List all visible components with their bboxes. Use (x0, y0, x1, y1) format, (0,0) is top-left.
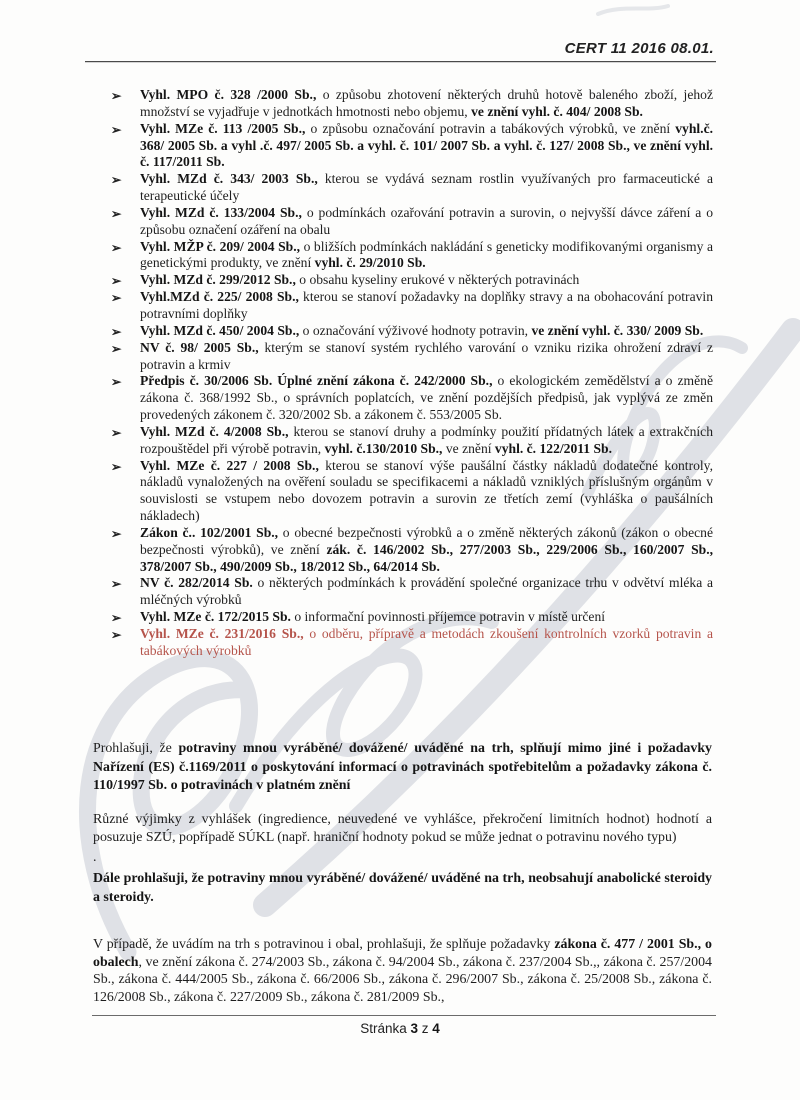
text-segment: kterou se stanoví druhy a podmínky použití přídatných látek a extrakčních rozpouštědel při výrobě potravin, (140, 423, 714, 456)
text-segment: o bližších podmínkách nakládání s geneticky modifikovanými organismy a genetickými produkty, ve znění (140, 238, 714, 271)
text-segment: o odběru, přípravě a metodách zkoušení kontrolních vzorků potravin a tabákových výrobků (140, 626, 713, 658)
text-segment: Vyhl. MZe č. 172/2015 Sb. (140, 609, 291, 625)
text-segment: V případě, že uvádím na trh s potravinou i obal, prohlašuji, že splňuje požadavky (93, 937, 555, 953)
arrowhead-right-icon: ➢ (111, 526, 122, 541)
regulation-list-item (93, 289, 713, 323)
declaration-paragraph (93, 740, 712, 796)
text-segment: o obecné bezpečnosti výrobků a o změně některých zákonů (zákon o obecné bezpečnosti výrobků), ve znění (140, 524, 713, 557)
text-segment: Vyhl. MZd č. 299/2012 Sb., (140, 272, 296, 288)
text-segment: Stránka (360, 1021, 411, 1036)
text-segment: o způsobu označování potravin a tabákových výrobků, ve znění (305, 120, 676, 136)
text-segment: Různé výjimky z vyhlášek (ingredience, neuvedené ve vyhlášce, překročení limitních hodnot) hodnotí a posuzuje SZÚ, popřípadě SÚKL (např. hraniční hodnoty pokud se může jednat o potravinu nového typu) (93, 811, 712, 846)
regulation-list-item (93, 239, 713, 273)
regulation-list-item (93, 323, 713, 340)
arrowhead-right-icon: ➢ (111, 274, 122, 289)
regulation-list-item (93, 424, 713, 458)
text-segment: 4 (432, 1021, 440, 1036)
arrowhead-right-icon: ➢ (111, 577, 122, 592)
text-segment: kterým se stanoví systém rychlého varování o vzniku rizika ohrožení zdraví z potravin a krmiv (140, 339, 713, 372)
text-segment: kterou se stanoví požadavky na doplňky stravy a na obohacování potravin potravními doplňky (140, 289, 713, 321)
text-segment: zák. č. 146/2002 Sb., 277/2003 Sb., 229/2006 Sb., 160/2007 Sb., 378/2007 Sb., 490/2009 Sb., 18/2012 Sb., 64/2014 Sb. (140, 541, 713, 574)
arrowhead-right-icon: ➢ (111, 341, 122, 356)
regulation-list-item (93, 626, 713, 660)
text-segment: NV č. 98/ 2005 Sb., (140, 339, 259, 355)
arrowhead-right-icon: ➢ (111, 173, 122, 188)
regulation-list-item (93, 171, 713, 205)
text-segment: Vyhl. MZe č. 231/2016 Sb., (140, 626, 304, 641)
arrowhead-right-icon: ➢ (111, 291, 122, 306)
arrowhead-right-icon: ➢ (111, 240, 122, 255)
text-segment: , ve znění zákona č. 274/2003 Sb., zákona č. 94/2004 Sb., zákona č. 237/2004 Sb.,, zákona č. 257/2004 Sb., zákona č. 444/2005 Sb., zákona č. 66/2006 Sb., zákona č. 296/2007 Sb., zákona č. 25/2008 Sb., zákona č. 126/2008 Sb., zákona č. 227/2009 Sb., zákona č. 281/2009 Sb., (93, 954, 712, 1005)
regulation-list-item (93, 205, 713, 239)
text-segment: o způsobu zhotovení některých druhů hotově baleného zboží, jehož množství se vyjadřuje v jednotkách hmotnosti nebo objemu, (140, 87, 713, 119)
text-segment: Vyhl. MZe č. 227 / 2008 Sb., (140, 457, 319, 473)
declaration-paragraph (93, 936, 712, 1006)
text-segment: 3 (410, 1021, 418, 1036)
arrowhead-right-icon: ➢ (111, 89, 122, 103)
text-segment: o obsahu kyseliny erukové v některých potravinách (295, 272, 580, 288)
text-segment: ve znění vyhl. č. 330/ 2009 Sb. (531, 322, 704, 338)
header-rule (85, 61, 716, 62)
page-number-footer (0, 1021, 800, 1036)
arrowhead-right-icon: ➢ (111, 206, 122, 221)
regulation-list-item (93, 340, 713, 374)
text-segment: . (93, 849, 97, 865)
text-segment: vyhl. č. 122/2011 Sb. (494, 440, 613, 456)
text-segment: Vyhl. MPO č. 328 /2000 Sb., (140, 87, 317, 102)
arrowhead-right-icon: ➢ (111, 611, 122, 626)
text-segment: Vyhl. MZd č. 450/ 2004 Sb., (140, 322, 300, 338)
text-segment: o označování výživové hodnoty potravin, (299, 322, 532, 338)
text-segment: o podmínkách ozařování potravin a surovin, o nejvyšší dávce záření a o způsobu označení ozáření na obalu (140, 204, 713, 237)
text-segment: ve znění vyhl. č. 404/ 2008 Sb. (471, 103, 643, 119)
text-segment: ve znění (442, 440, 495, 456)
arrowhead-right-icon: ➢ (111, 628, 122, 642)
arrowhead-right-icon: ➢ (111, 122, 122, 137)
regulation-list-item (93, 272, 713, 289)
footer-rule (92, 1015, 716, 1016)
text-segment: Vyhl.MZd č. 225/ 2008 Sb., (140, 289, 299, 305)
text-segment: Prohlašuji, že (93, 741, 179, 756)
text-segment: kterou se vydává seznam rostlin využívaných pro farmaceutické a terapeutické účely (140, 171, 713, 204)
text-segment: Předpis č. 30/2006 Sb. Úplné znění zákona č. 242/2000 Sb., (140, 373, 493, 389)
text-segment: Zákon č.. 102/2001 Sb., (140, 524, 279, 540)
text-segment: zákona č. 477 / 2001 Sb., o obalech (93, 937, 712, 970)
text-segment: o ekologickém zemědělství a o změně zákona č. 368/1992 Sb., o správních poplatcích, ve znění pozdějších předpisů, jak vyplývá ze změn provedených zákonem č. 320/2002 Sb. a zákonem č. 553/2005 Sb. (140, 373, 713, 423)
regulation-list-item (93, 87, 713, 121)
text-segment: kterou se stanoví výše paušální částky nákladů dodatečné kontroly, nákladů vynaložených na ověření souladu se specifikacemi a nákladů vzniklých příslušným orgánům v souvislosti se vstupem nebo dovozem potravin a surovin ze třetích zemí (vyhláška o paušálních nákladech) (140, 457, 713, 524)
regulation-list-item (93, 575, 713, 609)
regulation-list (93, 87, 713, 660)
regulation-list-item (93, 373, 713, 424)
text-segment: Vyhl. MZd č. 343/ 2003 Sb., (140, 171, 318, 187)
text-segment: o informační povinnosti příjemce potravin v místě určení (290, 609, 606, 625)
document-code: CERT 11 2016 08.01. (564, 40, 714, 57)
text-segment: Vyhl. MZd č. 4/2008 Sb., (140, 423, 289, 439)
text-segment: Vyhl. MZd č. 133/2004 Sb., (140, 204, 302, 220)
text-segment: z (418, 1021, 433, 1036)
declaration-paragraph (93, 849, 712, 865)
arrowhead-right-icon: ➢ (111, 459, 122, 474)
arrowhead-right-icon: ➢ (111, 324, 122, 339)
declaration-paragraphs (93, 740, 712, 1007)
text-segment: o některých podmínkách k provádění společné organizace trhu v odvětví mléka a mléčných výrobků (140, 575, 713, 608)
declaration-paragraph (93, 811, 712, 848)
regulation-list-item (93, 525, 713, 576)
text-segment: vyhl. č. 29/2010 Sb. (314, 255, 426, 271)
declaration-paragraph (93, 870, 712, 907)
arrowhead-right-icon: ➢ (111, 425, 122, 440)
text-segment: NV č. 282/2014 Sb. (140, 575, 253, 591)
text-segment: potraviny mnou vyráběné/ dovážené/ uváděné na trh, splňují mimo jiné i požadavky Nařízení (ES) č.1169/2011 o poskytování informací o potravinách spotřebitelům a požadavky zákona č. 110/1997 Sb. o potravinách v platném znění (93, 741, 712, 794)
regulation-list-item (93, 121, 713, 172)
text-segment: Dále prohlašuji, že potraviny mnou vyráběné/ dovážené/ uváděné na trh, neobsahují anabolické steroidy a steroidy. (93, 870, 712, 905)
text-segment: vyhl.č. 368/ 2005 Sb. a vyhl .č. 497/ 2005 Sb. a vyhl. č. 101/ 2007 Sb. a vyhl. č. 127/ 2008 Sb., ve znění vyhl. č. 117/2011 Sb. (140, 120, 714, 170)
text-segment: Vyhl. MZe č. 113 /2005 Sb., (140, 120, 306, 136)
text-segment: vyhl. č.130/2010 Sb., (324, 440, 443, 456)
regulation-list-item (93, 609, 713, 626)
regulation-list-item (93, 458, 713, 525)
text-segment: Vyhl. MŽP č. 209/ 2004 Sb., (140, 238, 301, 254)
arrowhead-right-icon: ➢ (111, 375, 122, 390)
